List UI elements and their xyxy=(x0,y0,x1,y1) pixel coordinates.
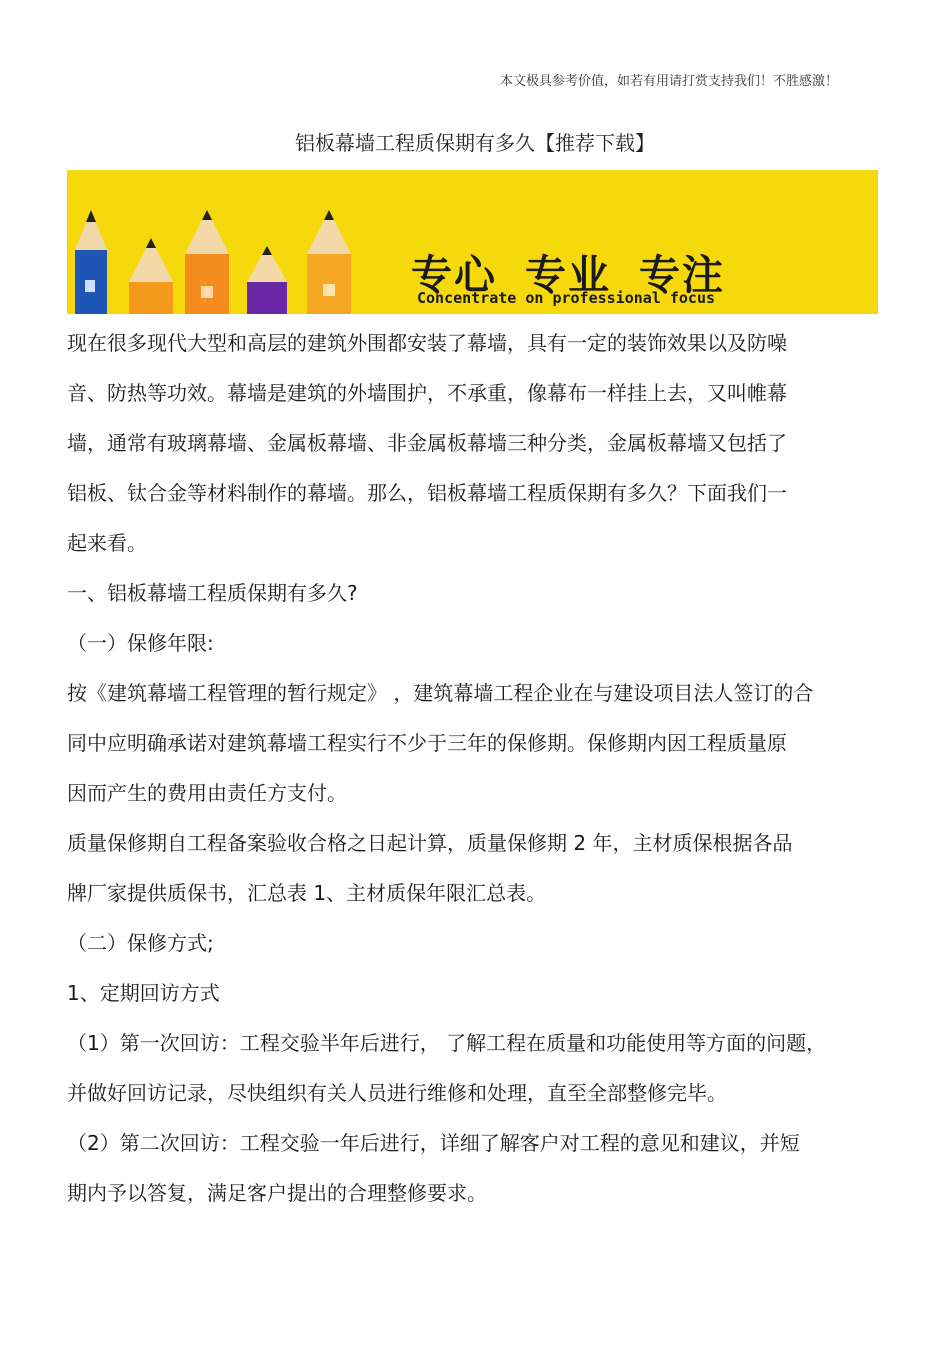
text-line: 牌厂家提供质保书，汇总表 1、主材质保年限汇总表。 xyxy=(67,881,547,905)
header-notice: 本文极具参考价值，如若有用请打赏支持我们！不胜感激！ xyxy=(499,74,838,89)
text-line: 质量保修期自工程备案验收合格之日起计算，质量保修期 2 年，主材质保根据各品 xyxy=(67,831,793,855)
text-line: （2）第二次回访：工程交验一年后进行，详细了解客户对工程的意见和建议，并短 xyxy=(67,1131,800,1155)
list-heading: 1、定期回访方式 xyxy=(67,981,220,1005)
slogan-part: 专业 xyxy=(525,251,611,299)
pencil-icon xyxy=(247,246,287,314)
text-line: 并做好回访记录，尽快组织有关人员进行维修和处理，直至全部整修完毕。 xyxy=(67,1081,727,1105)
text-line: 同中应明确承诺对建筑幕墙工程实行不少于三年的保修期。保修期内因工程质量原 xyxy=(67,731,787,755)
subsection-heading: （一）保修年限: xyxy=(67,631,214,655)
banner-slogan-english: Concentrate on professional focus xyxy=(417,289,716,307)
text-line: 铝板、钛合金等材料制作的幕墙。那么，铝板幕墙工程质保期有多久？下面我们一 xyxy=(67,481,787,505)
pencil-icon xyxy=(75,210,107,314)
banner-image xyxy=(67,170,878,314)
pencil-icon xyxy=(185,210,229,314)
pencil-icon xyxy=(307,210,351,314)
text-line: （1）第一次回访：工程交验半年后进行， 了解工程在质量和功能使用等方面的问题， xyxy=(67,1031,827,1055)
subsection-heading: （二）保修方式; xyxy=(67,931,214,955)
text-line: 音、防热等功效。幕墙是建筑的外墙围护，不承重，像幕布一样挂上去，又叫帷幕 xyxy=(67,381,787,405)
slogan-part: 专注 xyxy=(639,251,725,299)
document-title: 铝板幕墙工程质保期有多久【推荐下载】 xyxy=(295,131,655,155)
text-line: 现在很多现代大型和高层的建筑外围都安装了幕墙，具有一定的装饰效果以及防噪 xyxy=(67,331,787,355)
pencil-icon xyxy=(129,238,173,314)
text-line: 按《建筑幕墙工程管理的暂行规定》 ，建筑幕墙工程企业在与建设项目法人签订的合 xyxy=(67,681,814,705)
slogan-part: 专心 xyxy=(411,251,497,299)
section-heading: 一、铝板幕墙工程质保期有多久? xyxy=(67,581,358,605)
document-body xyxy=(67,318,867,1218)
text-line: 期内予以答复，满足客户提出的合理整修要求。 xyxy=(67,1181,487,1205)
text-line: 墙，通常有玻璃幕墙、金属板幕墙、非金属板幕墙三种分类，金属板幕墙又包括了 xyxy=(67,431,787,455)
text-line: 起来看。 xyxy=(67,531,147,555)
text-line: 因而产生的费用由责任方支付。 xyxy=(67,781,347,805)
